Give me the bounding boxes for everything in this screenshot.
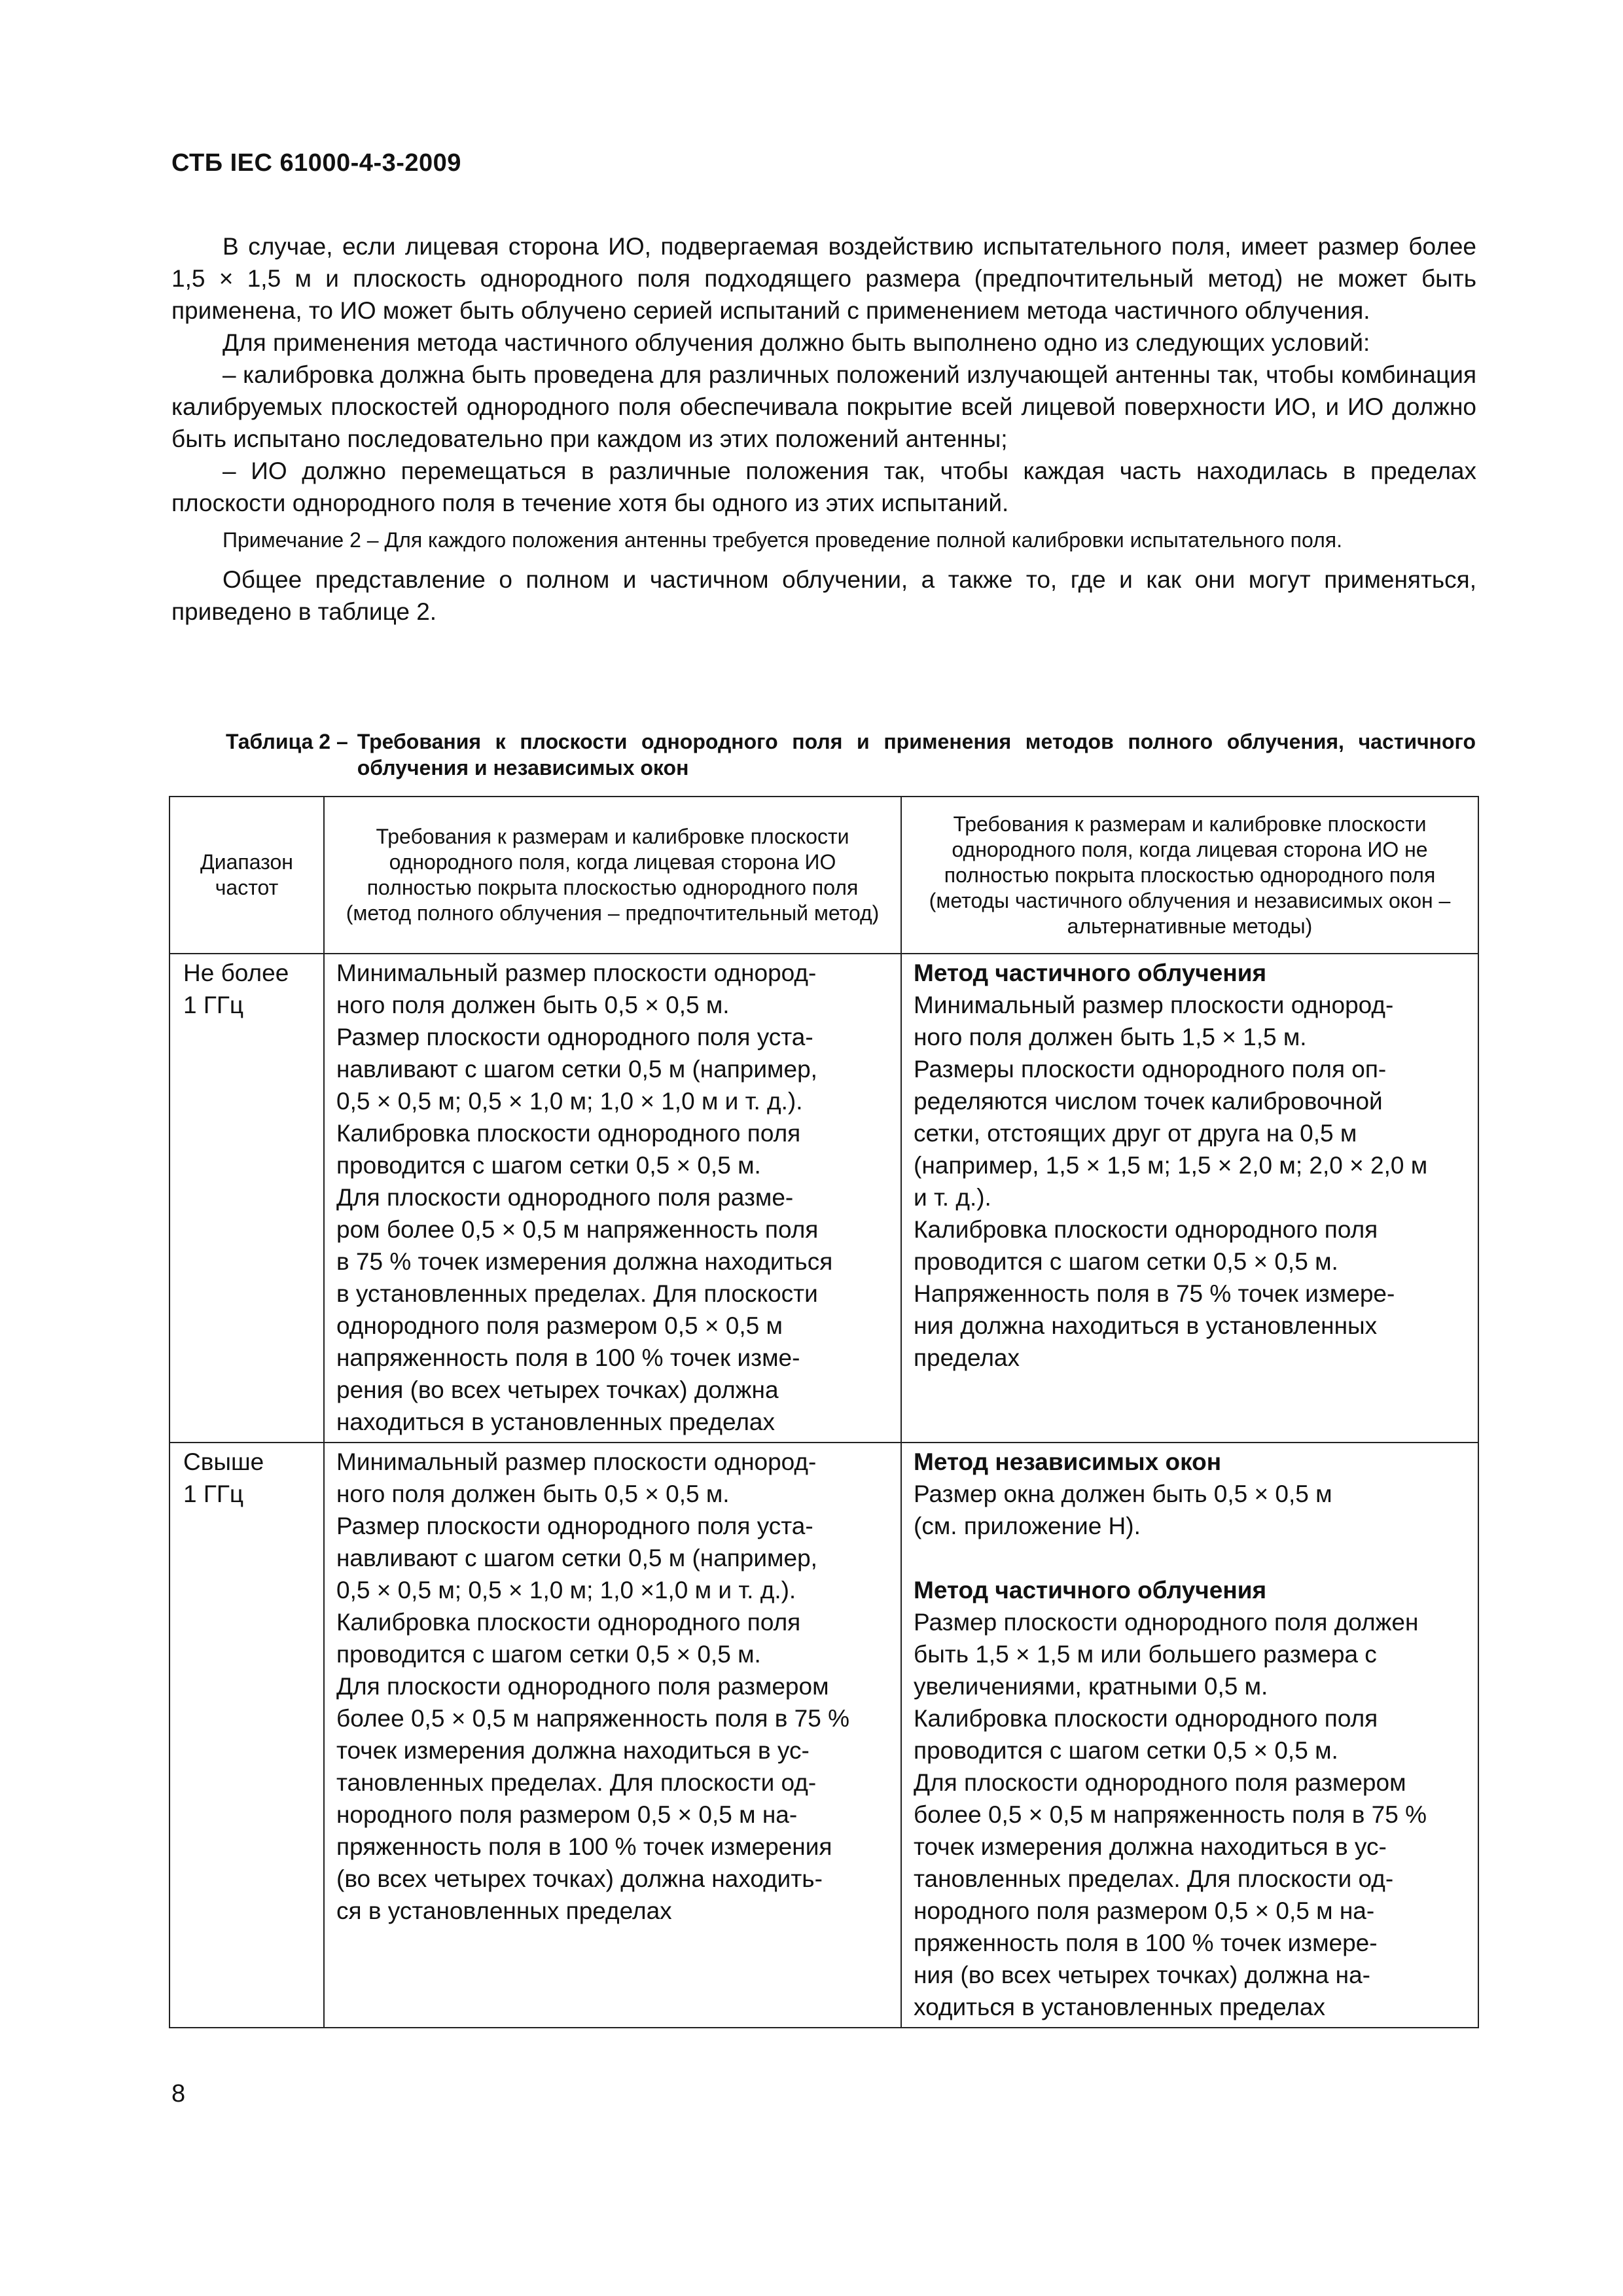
full-illumination-line: Размер плоскости однородного поля уста- [336, 1513, 813, 1539]
table-caption-label: Таблица 2 – [226, 730, 348, 753]
full-illumination-cell [324, 954, 901, 1443]
full-illumination-line: находиться в установленных пределах [336, 1408, 775, 1435]
partial-illumination-line: быть 1,5 × 1,5 м или большего размера с [914, 1641, 1377, 1668]
method-title: Метод независимых окон [914, 1448, 1222, 1475]
partial-illumination-line: Для плоскости однородного поля размером [914, 1769, 1406, 1796]
full-illumination-line: ся в установленных пределах [336, 1897, 672, 1924]
partial-illumination-line: увеличениями, кратными 0,5 м. [914, 1673, 1268, 1700]
full-illumination-line: точек измерения должна находиться в ус- [336, 1737, 810, 1764]
frequency-line: 1 ГГц [183, 992, 244, 1018]
full-illumination-line: Для плоскости однородного поля разме- [336, 1184, 794, 1211]
body-text [171, 230, 1476, 628]
table-row [169, 1443, 1478, 2028]
partial-illumination-line: тановленных пределах. Для плоскости од- [914, 1865, 1394, 1892]
document-code-header: СТБ IEC 61000-4-3-2009 [171, 149, 461, 177]
full-illumination-line: в установленных пределах. Для плоскости [336, 1280, 818, 1307]
partial-illumination-line: ределяются числом точек калибровочной [914, 1088, 1383, 1115]
partial-illumination-line: пределах [914, 1344, 1020, 1371]
partial-illumination-line: сетки, отстоящих друг от друга на 0,5 м [914, 1120, 1357, 1147]
partial-illumination-line: Калибровка плоскости однородного поля [914, 1705, 1378, 1732]
note-2: Примечание 2 – Для каждого положения антенны требуется проведение полной калибровки испытательного поля. [223, 528, 1342, 552]
partial-illumination-line: проводится с шагом сетки 0,5 × 0,5 м. [914, 1248, 1338, 1275]
full-illumination-line: рения (во всех четырех точках) должна [336, 1376, 779, 1403]
header-frequency-range: Диапазон частот [169, 797, 324, 954]
partial-illumination-line: пряженность поля в 100 % точек измере- [914, 1929, 1378, 1956]
partial-illumination-line: точек измерения должна находиться в ус- [914, 1833, 1387, 1860]
partial-illumination-line: Калибровка плоскости однородного поля [914, 1216, 1378, 1243]
header-partial-illumination: Требования к размерам и калибровке плоскости однородного поля, когда лицевая сторона ИО не полностью покрыта плоскостью однородного поля (методы частичного облучения и независимых окон – альтернативные методы) [901, 797, 1478, 954]
table-row [169, 954, 1478, 1443]
full-illumination-line: напряженность поля в 100 % точек изме- [336, 1344, 800, 1371]
full-illumination-line: ром более 0,5 × 0,5 м напряженность поля [336, 1216, 819, 1243]
full-illumination-line: проводится с шагом сетки 0,5 × 0,5 м. [336, 1152, 761, 1179]
full-illumination-line: Минимальный размер плоскости однород- [336, 960, 817, 986]
full-illumination-line: 0,5 × 0,5 м; 0,5 × 1,0 м; 1,0 × 1,0 м и т. д.). [336, 1088, 803, 1115]
page-number: 8 [171, 2080, 186, 2108]
paragraph-partial-illumination-intro: В случае, если лицевая сторона ИО, подвергаемая воздействию испытательного поля, имеет размер более 1,5 × 1,5 м и плоскость однородного поля подходящего размера (предпочтительный метод) не может быть применена, то ИО может быть облучено серией испытаний с применением метода частичного облучения. [171, 233, 1476, 324]
table-body [169, 954, 1478, 2028]
table-2-caption [226, 728, 1476, 781]
table-caption-text: Требования к плоскости однородного поля и применения методов полного облучения, частичного облучения и независимых окон [357, 730, 1476, 780]
partial-illumination-line: и т. д.). [914, 1184, 991, 1211]
method-title: Метод частичного облучения [914, 960, 1267, 986]
partial-illumination-line: проводится с шагом сетки 0,5 × 0,5 м. [914, 1737, 1338, 1764]
frequency-line: Не более [183, 960, 289, 986]
table-header-row [169, 797, 1478, 954]
full-illumination-cell [324, 1443, 901, 2028]
full-illumination-line: (во всех четырех точках) должна находить- [336, 1865, 823, 1892]
partial-illumination-line: Минимальный размер плоскости однород- [914, 992, 1394, 1018]
partial-illumination-line: Напряженность поля в 75 % точек измере- [914, 1280, 1395, 1307]
full-illumination-line: тановленных пределах. Для плоскости од- [336, 1769, 817, 1796]
full-illumination-line: более 0,5 × 0,5 м напряженность поля в 75 % [336, 1705, 850, 1732]
partial-illumination-line: ния (во всех четырех точках) должна на- [914, 1962, 1370, 1988]
partial-illumination-cell [901, 1443, 1478, 2028]
partial-illumination-line: (например, 1,5 × 1,5 м; 1,5 × 2,0 м; 2,0 × 2,0 м [914, 1152, 1428, 1179]
partial-illumination-line: нородного поля размером 0,5 × 0,5 м на- [914, 1897, 1375, 1924]
full-illumination-line: 0,5 × 0,5 м; 0,5 × 1,0 м; 1,0 ×1,0 м и т. д.). [336, 1577, 796, 1604]
partial-illumination-line: Размер окна должен быть 0,5 × 0,5 м [914, 1480, 1332, 1507]
partial-illumination-line: ния должна находиться в установленных [914, 1312, 1378, 1339]
paragraph-conditions-intro: Для применения метода частичного облучения должно быть выполнено одно из следующих условий: [223, 329, 1370, 356]
partial-illumination-line: ного поля должен быть 1,5 × 1,5 м. [914, 1024, 1307, 1050]
method-title: Метод частичного облучения [914, 1577, 1267, 1604]
full-illumination-line: нородного поля размером 0,5 × 0,5 м на- [336, 1801, 798, 1828]
partial-illumination-line: более 0,5 × 0,5 м напряженность поля в 75 % [914, 1801, 1427, 1828]
spacer [914, 1542, 1467, 1574]
full-illumination-line: Калибровка плоскости однородного поля [336, 1609, 801, 1636]
full-illumination-line: ного поля должен быть 0,5 × 0,5 м. [336, 992, 730, 1018]
full-illumination-line: ного поля должен быть 0,5 × 0,5 м. [336, 1480, 730, 1507]
full-illumination-line: Размер плоскости однородного поля уста- [336, 1024, 813, 1050]
frequency-cell [169, 1443, 324, 2028]
requirements-table [169, 796, 1479, 2028]
full-illumination-line: навливают с шагом сетки 0,5 м (например, [336, 1545, 817, 1571]
full-illumination-line: пряженность поля в 100 % точек измерения [336, 1833, 832, 1860]
paragraph-condition-movement: – ИО должно перемещаться в различные положения так, чтобы каждая часть находилась в пределах плоскости однородного поля в течение хотя бы одного из этих испытаний. [171, 457, 1476, 516]
header-full-illumination: Требования к размерам и калибровке плоскости однородного поля, когда лицевая сторона ИО полностью покрыта плоскостью однородного поля (метод полного облучения – предпочтительный метод) [324, 797, 901, 954]
paragraph-condition-calibration: – калибровка должна быть проведена для различных положений излучающей антенны так, чтобы комбинация калибруемых плоскостей однородного поля обеспечивала покрытие всей лицевой поверхности ИО, и ИО должно быть испытано последовательно при каждом из этих положений антенны; [171, 361, 1476, 452]
partial-illumination-line: (см. приложение Н). [914, 1513, 1141, 1539]
paragraph-table-reference: Общее представление о полном и частичном облучении, а также то, где и как они могут применяться, приведено в таблице 2. [171, 566, 1476, 625]
partial-illumination-line: Размеры плоскости однородного поля оп- [914, 1056, 1387, 1083]
full-illumination-line: Минимальный размер плоскости однород- [336, 1448, 817, 1475]
full-illumination-line: Калибровка плоскости однородного поля [336, 1120, 801, 1147]
full-illumination-line: в 75 % точек измерения должна находиться [336, 1248, 833, 1275]
frequency-line: 1 ГГц [183, 1480, 244, 1507]
full-illumination-line: навливают с шагом сетки 0,5 м (например, [336, 1056, 817, 1083]
partial-illumination-line: Размер плоскости однородного поля должен [914, 1609, 1419, 1636]
frequency-cell [169, 954, 324, 1443]
full-illumination-line: Для плоскости однородного поля размером [336, 1673, 829, 1700]
full-illumination-line: проводится с шагом сетки 0,5 × 0,5 м. [336, 1641, 761, 1668]
partial-illumination-line: ходиться в установленных пределах [914, 1994, 1325, 2020]
full-illumination-line: однородного поля размером 0,5 × 0,5 м [336, 1312, 783, 1339]
frequency-line: Свыше [183, 1448, 264, 1475]
partial-illumination-cell [901, 954, 1478, 1443]
